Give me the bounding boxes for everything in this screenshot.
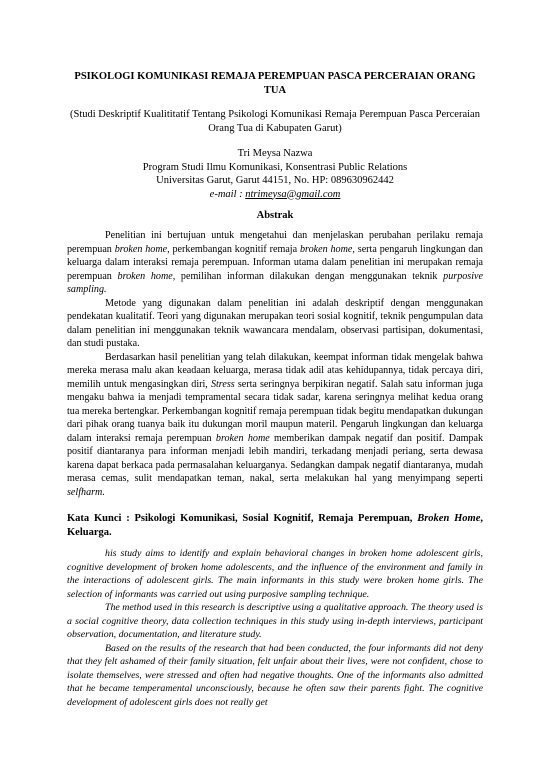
english-abstract-paragraph-2: The method used in this research is descriptive using a qualitative approach. The theory used is a social cognitive theory, data collection techniques in this study using in-depth interviews, participant observation, documentation, and literature study.: [67, 602, 483, 640]
email-link[interactable]: ntrimeysa@gmail.com: [245, 188, 341, 200]
author-address: Universitas Garut, Garut 44151, No. HP: 089630962442: [156, 175, 394, 186]
paper-title: PSIKOLOGI KOMUNIKASI REMAJA PEREMPUAN PASCA PERCERAIAN ORANG TUA: [74, 71, 476, 96]
email-label: e-mail :: [209, 188, 246, 200]
author-block: [67, 147, 483, 201]
abstract-heading: Abstrak: [256, 210, 294, 221]
abstract-paragraph-2: Metode yang digunakan dalam penelitian ini adalah deskriptif dengan menggunakan pendekatan kualitatif. Teori yang digunakan merupakan teori sosial kognitif, teknik pengumpulan data dalam penelitian ini menggunakan teknik wawancara mendalam, observasi partisipan, dokumentasi, dan studi pustaka.: [67, 297, 483, 349]
paper-subtitle: (Studi Deskriptif Kualititatif Tentang Psikologi Komunikasi Remaja Perempuan Pasca Perceraian Orang Tua di Kabupaten Garut): [70, 109, 480, 134]
english-abstract-paragraph-1: his study aims to identify and explain behavioral changes in broken home adolescent girls, cognitive development of broken home adolescents, and the influence of the environment and family in the interactions of adolescent girls. The main informants in this study were broken home girls. The selection of informants was carried out using purposive sampling technique.: [67, 548, 483, 600]
author-email-line: [67, 188, 483, 202]
abstract-paragraph-1: Penelitian ini bertujuan untuk mengetahui dan menjelaskan perubahan perilaku remaja perempuan broken home, perkembangan kognitif remaja broken home, serta pengaruh lingkungan dan keluarga dalam interaksi remaja perempuan. Informan utama dalam penelitian ini merupakan remaja perempuan broken home, pemilihan informan dilakukan dengan menggunakan teknik purposive sampling.: [67, 230, 483, 295]
english-abstract-paragraph-3: Based on the results of the research that had been conducted, the four informants did not deny that they felt ashamed of their family situation, felt unfair about their lives, were not confident, chose to isolate themselves, were stressed and often had negative thoughts. One of the informants also admitted that he became temperamental unconsciously, because he often saw their parents fight. The cognitive development of adolescent girls does not really get: [67, 642, 483, 708]
keywords: Kata Kunci : Psikologi Komunikasi, Sosial Kognitif, Remaja Perempuan, Broken Home, Keluarga.: [67, 513, 483, 538]
author-name: Tri Meysa Nazwa: [237, 148, 313, 159]
author-program: Program Studi Ilmu Komunikasi, Konsentrasi Public Relations: [142, 161, 408, 173]
abstract-paragraph-3: Berdasarkan hasil penelitian yang telah dilakukan, keempat informan tidak mengelak bahwa mereka merasa malu akan keadaan keluarga, merasa tidak adil atas kehidupannya, tidak percaya diri, memilih untuk mengasingkan diri, Stress serta seringnya berpikiran negatif. Salah satu informan juga mengaku bahwa ia menjadi tempramental secara tidak sadar, karena seringnya melihat kedua orang tua mereka bertengkar. Perkembangan kognitif remaja perempuan tidak begitu mendapatkan dukungan dari pihak orang tuanya baik itu dukungan moril maupun materil. Pengaruh lingkungan dan keluarga dalam interaksi remaja perempuan broken home memberikan dampak negatif dan positif. Dampak positif diantaranya para informan menjadi lebih mandiri, terkadang menjadi periang, serta dewasa karena dapat berkaca pada permasalahan keluarganya. Sedangkan dampak negatif diantaranya, mudah merasa cemas, sulit mendapatkan teman, nakal, serta melakukan hal yang menyimpang seperti selfharm.: [67, 351, 484, 498]
